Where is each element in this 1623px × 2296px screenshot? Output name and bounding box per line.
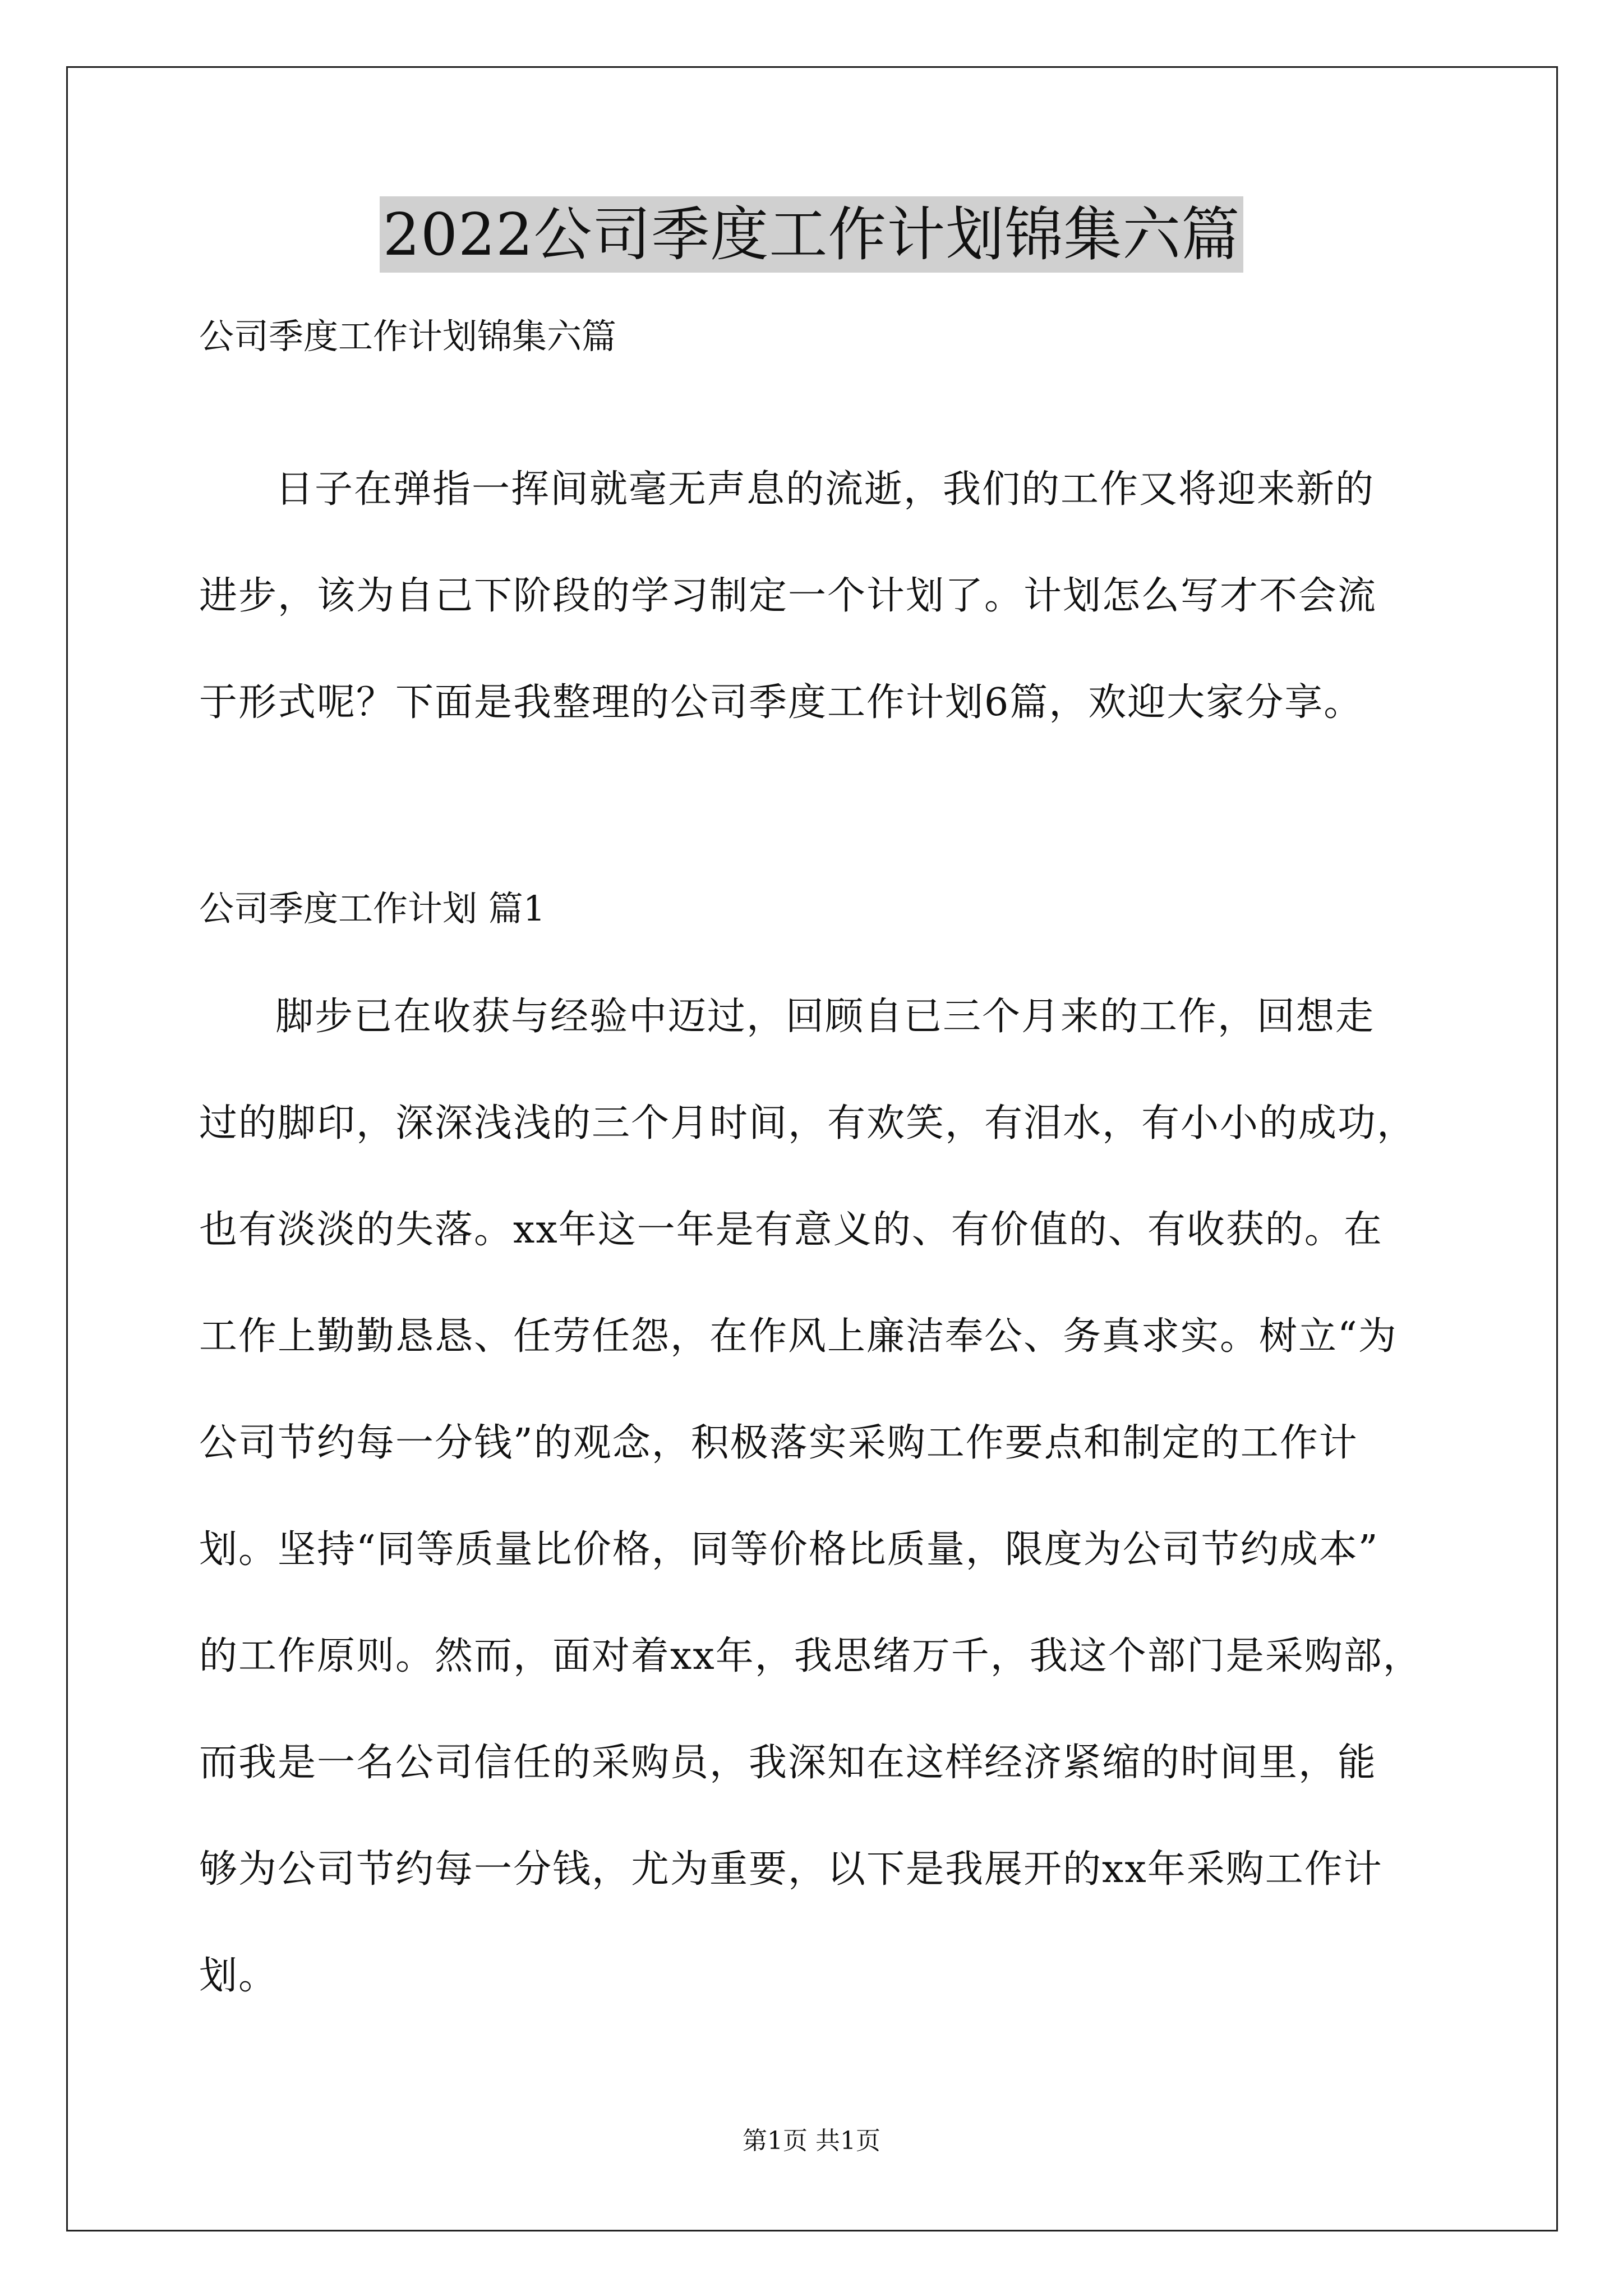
paragraph-line: 够为公司节约每一分钱，尤为重要，以下是我展开的xx年采购工作计 [199,1847,1383,1892]
section-paragraph [199,964,1433,2030]
intro-line: 进步，该为自己下阶段的学习制定一个计划了。计划怎么写才不会流 [199,574,1377,618]
intro-line: 日子在弹指一挥间就毫无声息的流逝，我们的工作又将迎来新的 [275,467,1375,512]
document-title: 2022公司季度工作计划锦集六篇 [380,196,1244,273]
paragraph-line: 工作上勤勤恳恳、任劳任怨，在作风上廉洁奉公、务真求实。树立“为 [199,1314,1398,1359]
page-footer: 第1页 共1页 [743,2127,880,2155]
paragraph-line: 公司节约每一分钱”的观念，积极落实采购工作要点和制定的工作计 [199,1421,1358,1465]
title-container [0,196,1623,273]
document-subtitle: 公司季度工作计划锦集六篇 [199,316,617,357]
paragraph-line: 划。坚持“同等质量比价格，同等价格比质量，限度为公司节约成本” [199,1527,1379,1572]
paragraph-line: 也有淡淡的失落。xx年这一年是有意义的、有价值的、有收获的。在 [199,1208,1383,1252]
section-heading: 公司季度工作计划 篇1 [199,888,546,929]
paragraph-line: 划。 [199,1954,278,1998]
paragraph-line: 过的脚印，深深浅浅的三个月时间，有欢笑，有泪水，有小小的成功， [199,1101,1417,1145]
intro-paragraph [199,436,1433,756]
paragraph-line: 的工作原则。然而，面对着xx年，我思绪万千，我这个部门是采购部， [199,1634,1422,1678]
paragraph-line: 脚步已在收获与经验中迈过，回顾自已三个月来的工作，回想走 [275,995,1375,1039]
paragraph-line: 而我是一名公司信任的采购员，我深知在这样经济紧缩的时间里，能 [199,1741,1377,1785]
intro-line: 于形式呢？下面是我整理的公司季度工作计划6篇，欢迎大家分享。 [199,680,1363,725]
